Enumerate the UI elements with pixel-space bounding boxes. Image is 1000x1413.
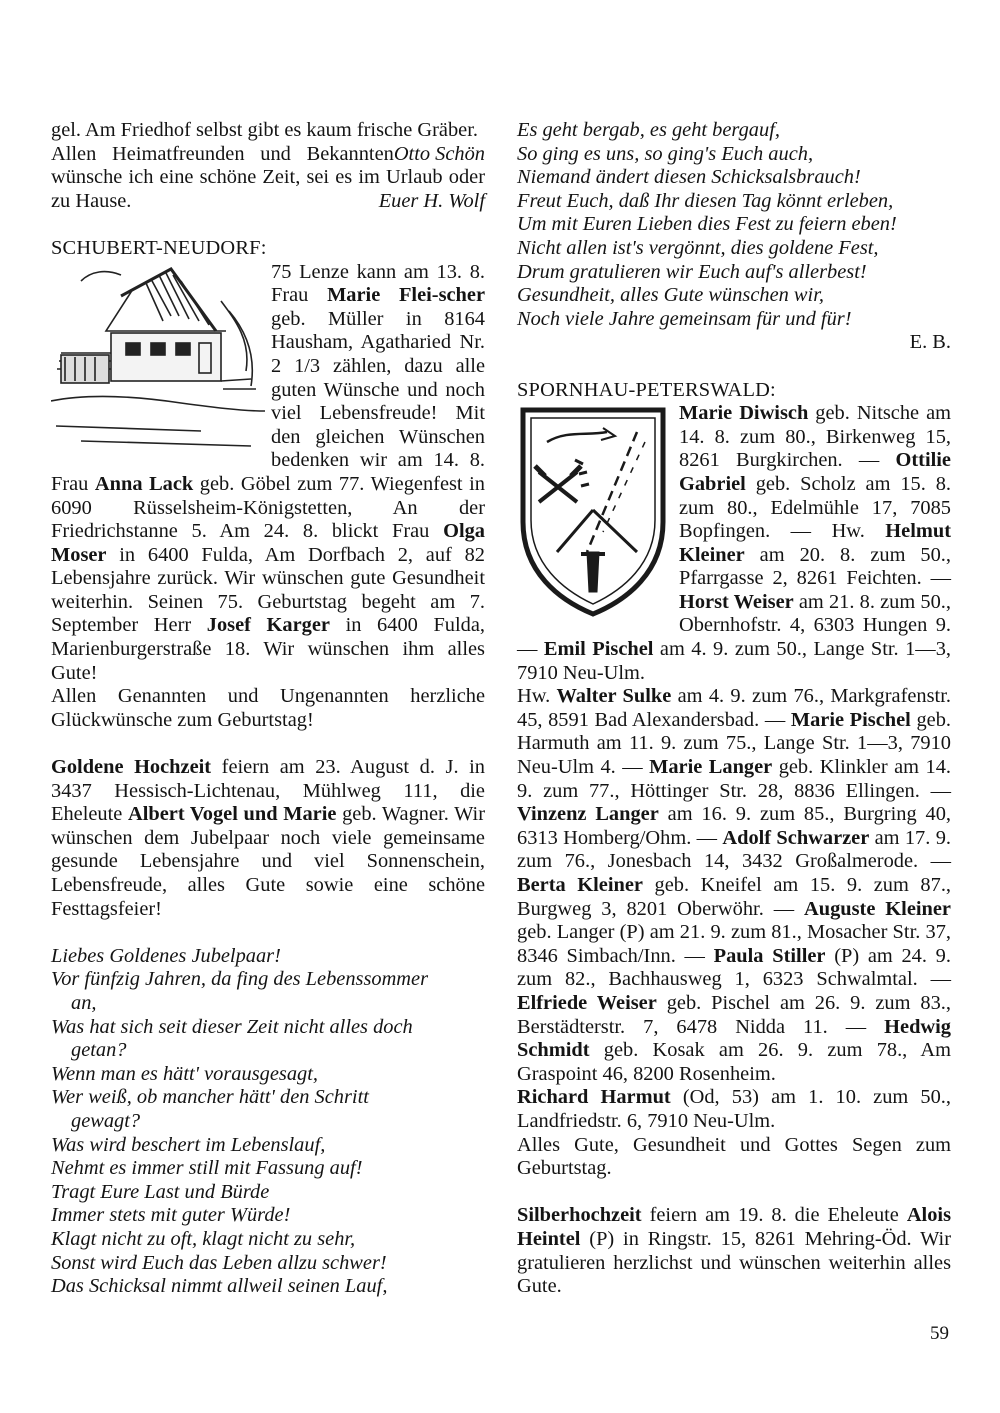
name-elfriede-weiser: Elfriede Weiser <box>517 991 657 1014</box>
name-marie-fleischer: Marie Flei-scher <box>327 284 485 307</box>
name-emil-pischel: Emil Pischel <box>543 638 654 661</box>
poem-line: Klagt nicht zu oft, klagt nicht zu sehr, <box>51 1227 356 1250</box>
poem-right <box>517 119 951 331</box>
name-auguste-kleiner: Auguste Kleiner <box>804 897 951 920</box>
poem-line: Freut Euch, daß Ihr diesen Tag könnt erleben, <box>517 189 894 212</box>
poem-line: Drum gratulieren wir Euch auf's allerbest! <box>517 260 867 283</box>
poem-line: Wenn man es hätt' vorausgesagt, <box>51 1062 318 1085</box>
name-albert-vogel: Albert Vogel und Marie <box>128 803 337 826</box>
right-column <box>517 119 951 1299</box>
left-column <box>51 119 485 1299</box>
birthday-paragraph-right-1: Marie Diwisch geb. Nitsche am 14. 8. zum 80., Birkenweg 15, 8261 Burgkirchen. — Ottilie Gabriel geb. Scholz am 15. 8. zum 80., Edelmühle 17, 7085 Bopfingen. — Hw. Helmut Kleiner am 20. 8. zum 50., Pfarrgasse 2, 8261 Feichten. — Horst Weiser am 21. 8. zum 50., Obernhofstr. 4, 6303 Hungen 9. — Emil Pischel am 4. 9. zum 50., Lange Str. 1—3, 7910 Neu-Ulm. <box>517 402 952 684</box>
poem-signature: E. B. <box>909 331 951 354</box>
poem-line: So ging es uns, so ging's Euch auch, <box>517 142 814 165</box>
poem-line: getan? <box>71 1039 127 1062</box>
name-richard-harmut: Richard Harmut <box>517 1086 671 1109</box>
name-adolf-schwarzer: Adolf Schwarzer <box>722 826 870 849</box>
house-illustration <box>51 261 265 459</box>
signature-h-wolf: Euer H. Wolf <box>378 189 485 212</box>
silver-wedding-label: Silberhochzeit <box>517 1204 642 1227</box>
page-number: 59 <box>930 1323 949 1344</box>
poem-line: Was hat sich seit dieser Zeit nicht alles doch <box>51 1015 413 1038</box>
poem-line: Was wird beschert im Lebenslauf, <box>51 1133 326 1156</box>
name-helmut-kleiner: Helmut Kleiner <box>679 520 951 566</box>
birthday-paragraph-right-3: Richard Harmut (Od, 53) am 1. 10. zum 50., Landfriedstr. 6, 7910 Neu-Ulm. <box>517 1086 951 1132</box>
congrats-paragraph: Allen Genannten und Ungenannten herzliche Glückwünsche zum Geburtstag! <box>51 685 485 731</box>
poem-line: Nehmt es immer still mit Fassung auf! <box>51 1157 363 1180</box>
poem-line: Sonst wird Euch das Leben allzu schwer! <box>51 1251 387 1274</box>
section-title-schubert-neudorf: SCHUBERT-NEUDORF: <box>51 236 267 259</box>
poem-line: Liebes Goldenes Jubelpaar! <box>51 944 281 967</box>
blessing-paragraph: Alles Gute, Gesundheit und Gottes Segen zum Geburtstag. <box>517 1133 951 1180</box>
name-walter-sulke: Walter Sulke <box>556 685 672 708</box>
poem-line: Vor fünfzig Jahren, da fing des Lebenssommer <box>51 968 429 991</box>
name-horst-weiser: Horst Weiser <box>679 590 794 613</box>
name-marie-pischel: Marie Pischel <box>790 708 911 731</box>
name-anna-lack: Anna Lack <box>94 472 194 495</box>
name-alois-heintel: Alois Heintel <box>517 1204 951 1250</box>
silver-wedding-paragraph: Silberhochzeit feiern am 19. 8. die Eheleute Alois Heintel (P) in Ringstr. 15, 8261 Mehring-Öd. Wir gratulieren herzlichst und wünschen weiterhin alles Gute. <box>517 1204 951 1298</box>
poem-line: Tragt Eure Last und Bürde <box>51 1180 270 1203</box>
poem-line: Niemand ändert diesen Schicksalsbrauch! <box>517 166 861 189</box>
birthday-paragraph-right-2: Hw. Walter Sulke am 4. 9. zum 76., Markgrafenstr. 45, 8591 Bad Alexandersbad. — Marie Pischel geb. Harmuth am 11. 9. zum 75., Lange Str. 1—3, 7910 Neu-Ulm 4. — Marie Langer geb. Klinkler am 14. 9. zum 77., Höttinger Str. 28, 8836 Ellingen. — Vinzenz Langer am 16. 9. zum 85., Burgring 40, 6313 Homberg/Ohm. — Adolf Schwarzer am 17. 9. zum 76., Jonesbach 14, 3432 Großalmerode. — Berta Kleiner geb. Kneifel am 15. 9. zum 87., Burgweg 3, 8201 Oberwöhr. — Auguste Kleiner geb. Langer (P) am 21. 9. zum 81., Mosacher Str. 37, 8346 Simbach/Inn. — Paula Stiller (P) am 24. 9. zum 82., Bachhausweg 1, 6323 Schwalmtal. — Elfriede Weiser geb. Pischel am 26. 9. zum 83., Berstädterstr. 7, 6478 Nidda 11. — Hedwig Schmidt geb. Kosak am 26. 9. zum 78., Am Graspoint 46, 8200 Rosenheim. <box>517 685 952 1085</box>
golden-wedding-paragraph: Goldene Hochzeit feiern am 23. August d. J. in 3437 Hessisch-Lichtenau, Mühlweg 111, die Eheleute Albert Vogel und Marie geb. Wagner. Wir wünschen dem Jubelpaar noch viele gemeinsame gesunde Lebensjahre und viel Sonnenschein, Lebensfreude, alles Gute sowie eine schöne Festtagsfeier! <box>51 756 485 920</box>
name-paula-stiller: Paula Stiller <box>713 944 826 967</box>
section-title-spornhau-peterswald: SPORNHAU-PETERSWALD: <box>517 378 776 401</box>
intro-line-2: Allen Heimatfreunden und Bekannten wünsche ich eine schöne Zeit, sei es im Urlaub oder zu Hause. Euer H. Wolf <box>51 142 485 212</box>
name-marie-diwisch: Marie Diwisch <box>679 402 809 425</box>
name-vinzenz-langer: Vinzenz Langer <box>517 803 659 826</box>
poem-line: Nicht allen ist's vergönnt, dies goldene Fest, <box>517 236 879 259</box>
poem-left <box>51 945 485 1299</box>
name-berta-kleiner: Berta Kleiner <box>517 874 643 896</box>
coat-of-arms-crest <box>517 402 669 617</box>
poem-line: Das Schicksal nimmt allweil seinen Lauf, <box>51 1275 388 1298</box>
poem-line: Um mit Euren Lieben dies Fest zu feiern eben! <box>517 213 897 236</box>
signature-otto-schoen: Otto Schön <box>393 142 485 165</box>
name-josef-karger: Josef Karger <box>206 614 330 637</box>
poem-line: Noch viele Jahre gemeinsam für und für! <box>517 307 852 330</box>
poem-line: an, <box>71 991 97 1014</box>
golden-wedding-label: Goldene Hochzeit <box>51 756 212 779</box>
poem-line: Gesundheit, alles Gute wünschen wir, <box>517 284 824 307</box>
poem-line: Es geht bergab, es geht bergauf, <box>517 119 780 141</box>
name-ottilie-gabriel: Ottilie Gabriel <box>679 449 951 495</box>
poem-line: Wer weiß, ob mancher hätt' den Schritt <box>51 1086 369 1109</box>
poem-line: Immer stets mit guter Würde! <box>51 1204 291 1227</box>
poem-line: gewagt? <box>71 1109 141 1132</box>
birthday-paragraph-left: 75 Lenze kann am 13. 8. Frau Marie Flei-scher geb. Müller in 8164 Hausham, Agatharied Nr. 2 1/3 zählen, dazu alle guten Wünsche und noch viel Lebensfreude! Mit den gleichen Wünschen bedenken wir am 14. 8. Frau Anna Lack geb. Göbel zum 77. Wiegenfest in 6090 Rüsselsheim-Königstetten, An der Friedrichstanne 5. Am 24. 8. blickt Frau Olga Moser in 6400 Fulda, Am Dorfbach 2, auf 82 Lebensjahre zurück. Wir wünschen gute Gesundheit weiterhin. Seinen 75. Geburtstag begeht am 7. September Herr Josef Karger in 6400 Fulda, Marienburgerstraße 18. Wir wünschen ihm alles Gute! <box>51 260 485 684</box>
name-marie-langer: Marie Langer <box>649 756 773 779</box>
name-hedwig-schmidt: Hedwig Schmidt <box>517 1015 951 1062</box>
intro-line-1: gel. Am Friedhof selbst gibt es kaum frische Gräber. Otto Schön <box>51 119 485 165</box>
name-olga-moser: Olga Moser <box>51 520 485 566</box>
